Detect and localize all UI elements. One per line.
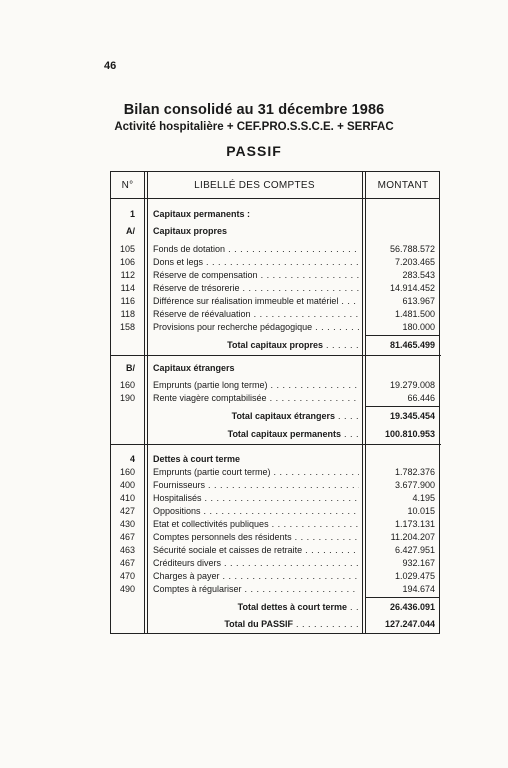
account-label: Différence sur réalisation immeuble et matériel . . . (153, 295, 359, 308)
account-number: 114 (120, 283, 135, 293)
account-amount: 3.677.900 (394, 480, 435, 490)
account-amount: 932.167 (402, 558, 435, 568)
subtotal-rule (366, 335, 439, 336)
column-header-label: LIBELLÉ DES COMPTES (194, 180, 315, 191)
account-label: Emprunts (partie court terme) . . . (153, 466, 359, 479)
table-row (111, 392, 441, 405)
table-row (111, 466, 441, 479)
account-amount: 10.015 (407, 506, 435, 516)
total-amount: 100.810.953 (384, 429, 435, 439)
account-label: Comptes à régulariser . . . (153, 583, 359, 596)
total-label: Total capitaux propres . . . . . . (227, 340, 359, 350)
account-number: 116 (120, 296, 135, 306)
header-divider (111, 198, 439, 199)
account-label: Dons et legs . . . (153, 256, 359, 269)
account-label: Réserve de trésorerie . . . (153, 282, 359, 295)
account-label: Hospitalisés . . . (153, 492, 359, 505)
account-label: Créditeurs divers . . . (153, 557, 359, 570)
total-amount: 26.436.091 (389, 602, 435, 612)
account-number: 106 (119, 257, 135, 267)
account-number: 105 (119, 244, 135, 254)
account-amount: 11.204.207 (390, 532, 435, 542)
account-label: Capitaux propres (153, 226, 228, 236)
table-row (111, 282, 441, 295)
account-label: Oppositions . . . (153, 505, 359, 518)
table-row (111, 479, 441, 492)
total-amount: 81.465.499 (389, 340, 435, 350)
account-number: 4 (129, 454, 135, 464)
account-number: 160 (119, 380, 135, 390)
total-label: Total capitaux étrangers . . . . (231, 411, 359, 421)
account-number: 1 (129, 209, 135, 219)
account-label: Fonds de dotation . . . (153, 243, 359, 256)
table-row (111, 256, 441, 269)
account-number: 190 (119, 393, 135, 403)
table-row (111, 544, 441, 557)
account-label: Capitaux étrangers (153, 363, 235, 373)
table-row (111, 570, 441, 583)
account-number: 427 (119, 506, 135, 516)
document-subtitle: Activité hospitalière + CEF.PRO.S.S.C.E. + SERFAC (114, 121, 394, 133)
section-rule (111, 355, 441, 356)
balance-sheet-table (110, 171, 440, 634)
account-number: 430 (119, 519, 135, 529)
account-amount: 4.195 (412, 493, 435, 503)
account-amount: 6.427.951 (394, 545, 435, 555)
table-row (111, 362, 441, 375)
table-row (111, 505, 441, 518)
account-number: 470 (119, 571, 135, 581)
table-row (111, 269, 441, 282)
section-title: PASSIF (226, 143, 282, 159)
account-label: Comptes personnels des résidents . . . (153, 531, 359, 544)
total-row (111, 339, 441, 352)
account-amount: 14.914.452 (389, 283, 435, 293)
account-label: Emprunts (partie long terme) . . . (153, 379, 359, 392)
total-amount: 19.345.454 (389, 411, 435, 421)
account-label: Sécurité sociale et caisses de retraite . . . (153, 544, 359, 557)
total-row (111, 601, 441, 614)
total-row (111, 618, 441, 631)
table-row (111, 295, 441, 308)
account-amount: 19.279.008 (389, 380, 435, 390)
account-label: Provisions pour recherche pédagogique . . . (153, 321, 359, 334)
account-amount: 1.029.475 (394, 571, 435, 581)
table-row (111, 379, 441, 392)
account-label: Réserve de compensation . . . (153, 269, 359, 282)
account-label: Capitaux permanents : (153, 209, 251, 219)
total-label: Total capitaux permanents . . . (227, 429, 359, 439)
total-label: Total du PASSIF . . . . . . . . . . . (224, 619, 359, 629)
account-label: Rente viagère comptabilisée . . . (153, 392, 359, 405)
total-row (111, 428, 441, 441)
account-amount: 1.173.131 (394, 519, 435, 529)
account-amount: 180.000 (402, 322, 435, 332)
account-number: 467 (119, 558, 135, 568)
table-row (111, 243, 441, 256)
document-title: Bilan consolidé au 31 décembre 1986 (123, 102, 385, 118)
account-label: Fournisseurs . . . (153, 479, 359, 492)
account-number: 490 (119, 584, 135, 594)
account-amount: 613.967 (402, 296, 435, 306)
page-number: 46 (104, 60, 117, 72)
account-number: 112 (120, 270, 135, 280)
account-label: Charges à payer . . . (153, 570, 359, 583)
account-number: 467 (119, 532, 135, 542)
account-number: B/ (126, 363, 135, 373)
table-row (111, 518, 441, 531)
table-row (111, 453, 441, 466)
account-amount: 7.203.465 (394, 257, 435, 267)
account-label: Dettes à court terme (153, 454, 241, 464)
column-header-amount: MONTANT (377, 180, 429, 191)
table-row (111, 308, 441, 321)
account-label: Réserve de réévaluation . . . (153, 308, 359, 321)
account-amount: 56.788.572 (389, 244, 435, 254)
account-amount: 194.674 (402, 584, 435, 594)
account-number: 463 (119, 545, 135, 555)
subtotal-rule (366, 597, 439, 598)
account-amount: 1.481.500 (394, 309, 435, 319)
table-row (111, 531, 441, 544)
total-row (111, 410, 441, 423)
account-number: 410 (119, 493, 135, 503)
account-amount: 66.446 (407, 393, 435, 403)
account-label: Etat et collectivités publiques . . . (153, 518, 359, 531)
column-header-number: N° (121, 180, 134, 191)
account-number: 118 (120, 309, 135, 319)
table-row (111, 225, 441, 238)
table-row (111, 208, 441, 221)
subtotal-rule (366, 406, 439, 407)
total-label: Total dettes à court terme . . (237, 602, 359, 612)
account-number: 160 (119, 467, 135, 477)
table-row (111, 492, 441, 505)
section-rule (111, 444, 441, 445)
account-amount: 283.543 (402, 270, 435, 280)
account-number: 158 (119, 322, 135, 332)
account-amount: 1.782.376 (394, 467, 435, 477)
table-row (111, 557, 441, 570)
table-row (111, 583, 441, 596)
grand-total-amount: 127.247.044 (384, 619, 435, 629)
account-number: 400 (119, 480, 135, 490)
account-number: A/ (126, 226, 135, 236)
table-row (111, 321, 441, 334)
